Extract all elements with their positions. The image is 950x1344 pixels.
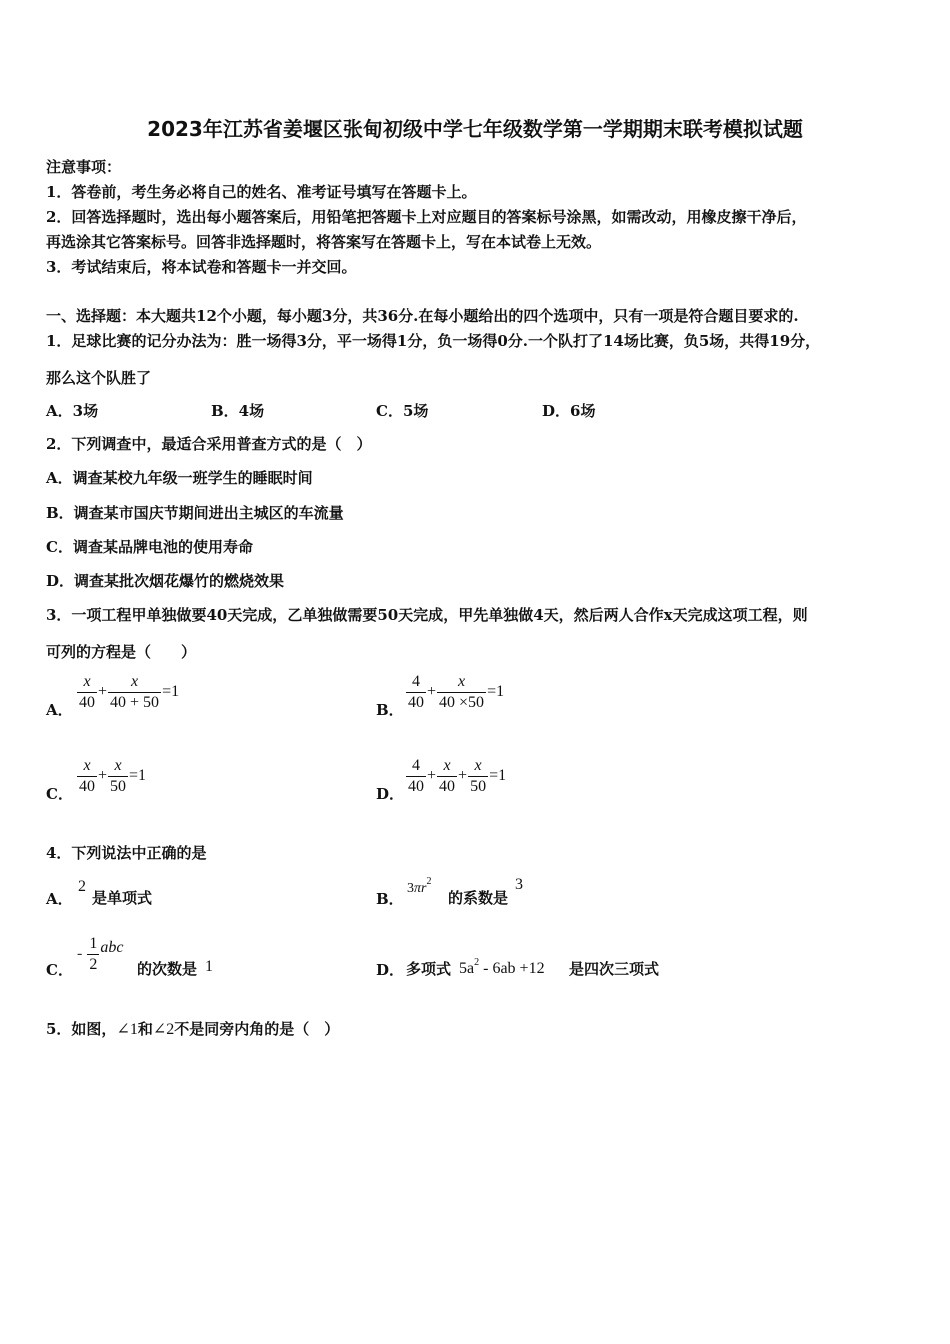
denominator: 40 [408,694,424,711]
q1-option-d: D．6场 [542,402,596,420]
numerator: x [443,757,451,774]
notice-item: 3．考试结束后，将本试卷和答题卡一并交回。 [46,258,357,276]
angle-2: ∠2 [152,1021,175,1038]
q4-option-c-text: 的次数是 [137,960,198,978]
q4-option-d-polynomial [459,957,545,978]
q2-option-d: D．调查某批次烟花爆竹的燃烧效果 [46,572,285,590]
q1-option-a: A．3场 [46,402,99,420]
numerator: x [457,673,466,690]
numerator: x [83,757,91,774]
plus-sign: + [98,683,108,701]
q3-option-c-equation [76,756,146,797]
equals-one: =1 [129,767,147,785]
notice-item: 2．回答选择题时，选出每小题答案后，用铅笔把答题卡上对应题目的答案标号涂黑，如需改动，用橡皮擦干净后， [46,208,807,226]
denominator: 40 ×50 [439,694,485,711]
q4-option-b-text: 的系数是 [448,889,509,907]
numerator: 4 [412,673,420,690]
remaining-terms: - 6ab +12 [479,960,545,977]
q3-option-a-label: A． [46,701,73,719]
pi-symbol: π [414,881,422,896]
numerator: 4 [412,757,420,774]
q4-option-c-value: 1 [205,958,213,975]
question-5-stem [46,1018,339,1039]
q2-option-b: B．调查某市国庆节期间进出主城区的车流量 [46,504,344,522]
q4-option-d-text-1: 多项式 [406,960,452,978]
q4-option-c-math [77,934,123,975]
variable-abc: abc [100,939,124,957]
question-3-line-2: 可列的方程是（ ） [46,643,197,661]
page-title: 2023年江苏省姜堰区张甸初级中学七年级数学第一学期期末联考模拟试题 [147,117,803,141]
denominator: 40 + 50 [110,694,160,711]
denominator: 40 [408,778,424,795]
denominator: 40 [79,778,95,795]
q4-option-c-label: C． [46,961,73,979]
plus-sign: + [98,767,108,785]
q1-option-c: C．5场 [376,402,429,420]
notice-item: 1．答卷前，考生务必将自己的姓名、准考证号填写在答题卡上。 [46,183,477,201]
term-5a: 5a [459,960,475,977]
numerator: 1 [89,935,98,952]
equals-one: =1 [489,767,507,785]
denominator: 40 [439,778,456,795]
q2-option-a: A．调查某校九年级一班学生的睡眠时间 [46,469,313,487]
denominator: 50 [110,778,127,795]
q3-option-c-label: C． [46,785,73,803]
numerator: x [83,673,91,690]
angle-1: ∠1 [116,1021,138,1038]
section-heading: 一、选择题：本大题共12个小题，每小题3分，共36分.在每小题给出的四个选项中，只有一项是符合题目要求的. [46,307,799,325]
question-1-line-2: 那么这个队胜了 [46,369,152,387]
question-1-line-1: 1．足球比赛的记分办法为：胜一场得3分，平一场得1分，负一场得0分.一个队打了14场比赛，负5场，共得19分， [46,332,821,350]
exponent: 2 [474,957,480,968]
q5-and: 和 [137,1020,153,1038]
numerator: x [114,757,122,774]
question-2-stem: 2．下列调查中，最适合采用普查方式的是（ ） [46,435,372,453]
notice-item: 再选涂其它答案标号。回答非选择题时，将答案写在答题卡上，写在本试卷上无效。 [46,233,602,251]
exponent: 2 [426,876,432,887]
coefficient: 3 [407,881,414,896]
plus-sign: + [427,767,437,785]
q3-option-b-label: B． [376,701,404,719]
plus-sign: + [427,683,437,701]
q5-suffix: 不是同旁内角的是（ ） [174,1020,340,1038]
q4-option-a-math: 2 [78,878,86,895]
q5-prefix: 5．如图， [46,1020,117,1038]
q4-option-a-label: A． [46,890,73,908]
numerator: x [474,757,482,774]
q4-option-b-value: 3 [515,876,523,893]
q3-option-d-label: D． [376,785,405,803]
minus-sign: - [77,945,83,963]
q4-option-b-math [407,876,431,897]
denominator: 2 [89,956,98,973]
q4-option-d-text-2: 是四次三项式 [569,960,660,978]
q2-option-c: C．调查某品牌电池的使用寿命 [46,538,253,556]
q1-option-b: B．4场 [211,402,265,420]
equals-one: =1 [162,683,180,701]
q3-option-d-equation [405,756,506,797]
q4-option-d-label: D． [376,961,405,979]
q3-option-b-equation [405,672,504,713]
question-4-stem: 4．下列说法中正确的是 [46,844,207,862]
question-3-line-1: 3．一项工程甲单独做要40天完成，乙单独做需要50天完成，甲先单独做4天，然后两人合作x天完成这项工程，则 [46,606,808,624]
notice-heading: 注意事项： [46,158,122,176]
q3-option-a-equation [76,672,179,713]
denominator: 40 [79,694,95,711]
numerator: x [130,673,139,690]
variable-r: r [421,881,427,896]
equals-one: =1 [487,683,505,701]
plus-sign: + [458,767,468,785]
q4-option-a-text: 是单项式 [92,889,153,907]
q4-option-b-label: B． [376,890,404,908]
denominator: 50 [470,778,487,795]
